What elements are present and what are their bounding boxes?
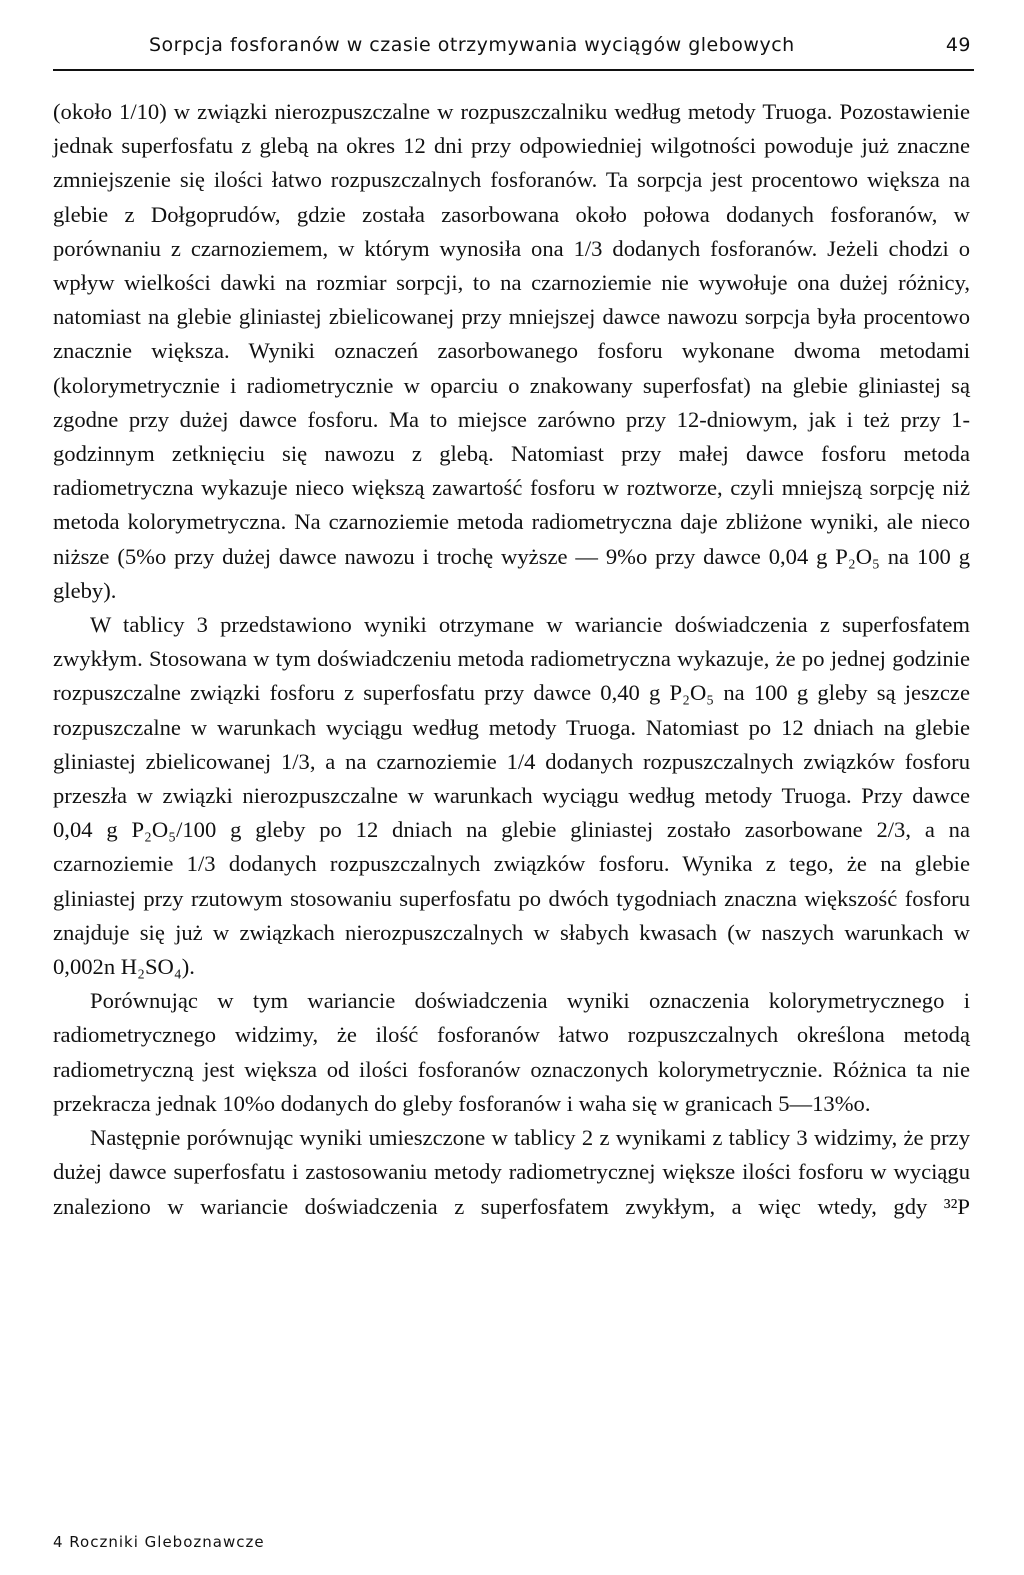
paragraph: (około 1/10) w związki nierozpuszczalne w rozpuszczalniku według metody Truoga. Pozostawienie jednak superfosfatu z glebą na okres 12 dni przy odpowiedniej wilgotności powoduje już znaczne zmniejszenie się ilości łatwo rozpuszczalnych fosforanów. Ta sorpcja jest procentowo większa na glebie z Dołgoprudów, gdzie została zasorbowana około połowa dodanych fosforanów, w porównaniu z czarnoziemem, w którym wynosiła ona 1/3 dodanych fosforanów. Jeżeli chodzi o wpływ wielkości dawki na rozmiar sorpcji, to na czarnoziemie nie wywołuje ona dużej różnicy, natomiast na glebie gliniastej zbielicowanej przy mniejszej dawce nawozu sorpcja była procentowo znacznie większa. Wyniki oznaczeń zasorbowanego fosforu wykonane dwoma metodami (kolorymetrycznie i radiometrycznie w oparciu o znakowany superfosfat) na glebie gliniastej są zgodne przy dużej dawce fosforu. Ma to miejsce zarówno przy 12-dniowym, jak i też przy 1-godzinnym zetknięciu się nawozu z glebą. Natomiast przy małej dawce fosforu metoda radiometryczna wykazuje nieco większą zawartość fosforu w roztworze, czyli mniejszą sorpcję niż metoda kolorymetryczna. Na czarnoziemie metoda radiometryczna daje zbliżone wyniki, ale nieco niższe (5%o przy dużej dawce nawozu i trochę wyższe — 9%o przy dawce 0,04 g P₂O₅ na 100 g gleby). xyxy=(53,99,970,603)
paragraph: Następnie porównując wyniki umieszczone w tablicy 2 z wynikami z tablicy 3 widzimy, że przy dużej dawce superfosfatu i zastosowaniu metody radiometrycznej większe ilości fosforu w wyciągu znaleziono w wariancie doświadczenia z superfosfatem zwykłym, a więc wtedy, gdy ³²P xyxy=(53,1125,970,1219)
body-text xyxy=(53,95,970,1224)
header-rule xyxy=(53,69,974,71)
paragraph: Porównując w tym wariancie doświadczenia wyniki oznaczenia kolorymetrycznego i radiometrycznego widzimy, że ilość fosforanów łatwo rozpuszczalnych określona metodą radiometryczną jest większa od ilości fosforanów oznaczonych kolorymetrycznie. Różnica ta nie przekracza jednak 10%o dodanych do gleby fosforanów i waha się w granicach 5—13%o. xyxy=(53,988,970,1116)
footer-signature: 4 Roczniki Gleboznawcze xyxy=(53,1533,265,1551)
paragraph: W tablicy 3 przedstawiono wyniki otrzymane w wariancie doświadczenia z superfosfatem zwykłym. Stosowana w tym doświadczeniu metoda radiometryczna wykazuje, że po jednej godzinie rozpuszczalne związki fosforu z superfosfatu przy dawce 0,40 g P₂O₅ na 100 g gleby są jeszcze rozpuszczalne w warunkach wyciągu według metody Truoga. Natomiast po 12 dniach na glebie gliniastej zbielicowanej 1/3, a na czarnoziemie 1/4 dodanych rozpuszczalnych związków fosforu przeszła w związki nierozpuszczalne w warunkach wyciągu według metody Truoga. Przy dawce 0,04 g P₂O₅/100 g gleby po 12 dniach na glebie gliniastej zostało zasorbowane 2/3, a na czarnoziemie 1/3 dodanych rozpuszczalnych związków fosforu. Wynika z tego, że na glebie gliniastej przy rzutowym stosowaniu superfosfatu po dwóch tygodniach znaczna większość fosforu znajduje się już w związkach nierozpuszczalnych w słabych kwasach (w naszych warunkach w 0,002n H₂SO₄). xyxy=(53,612,970,980)
running-title: Sorpcja fosforanów w czasie otrzymywania wyciągów glebowych xyxy=(149,34,795,56)
running-header xyxy=(53,34,971,70)
page-number: 49 xyxy=(945,34,971,56)
